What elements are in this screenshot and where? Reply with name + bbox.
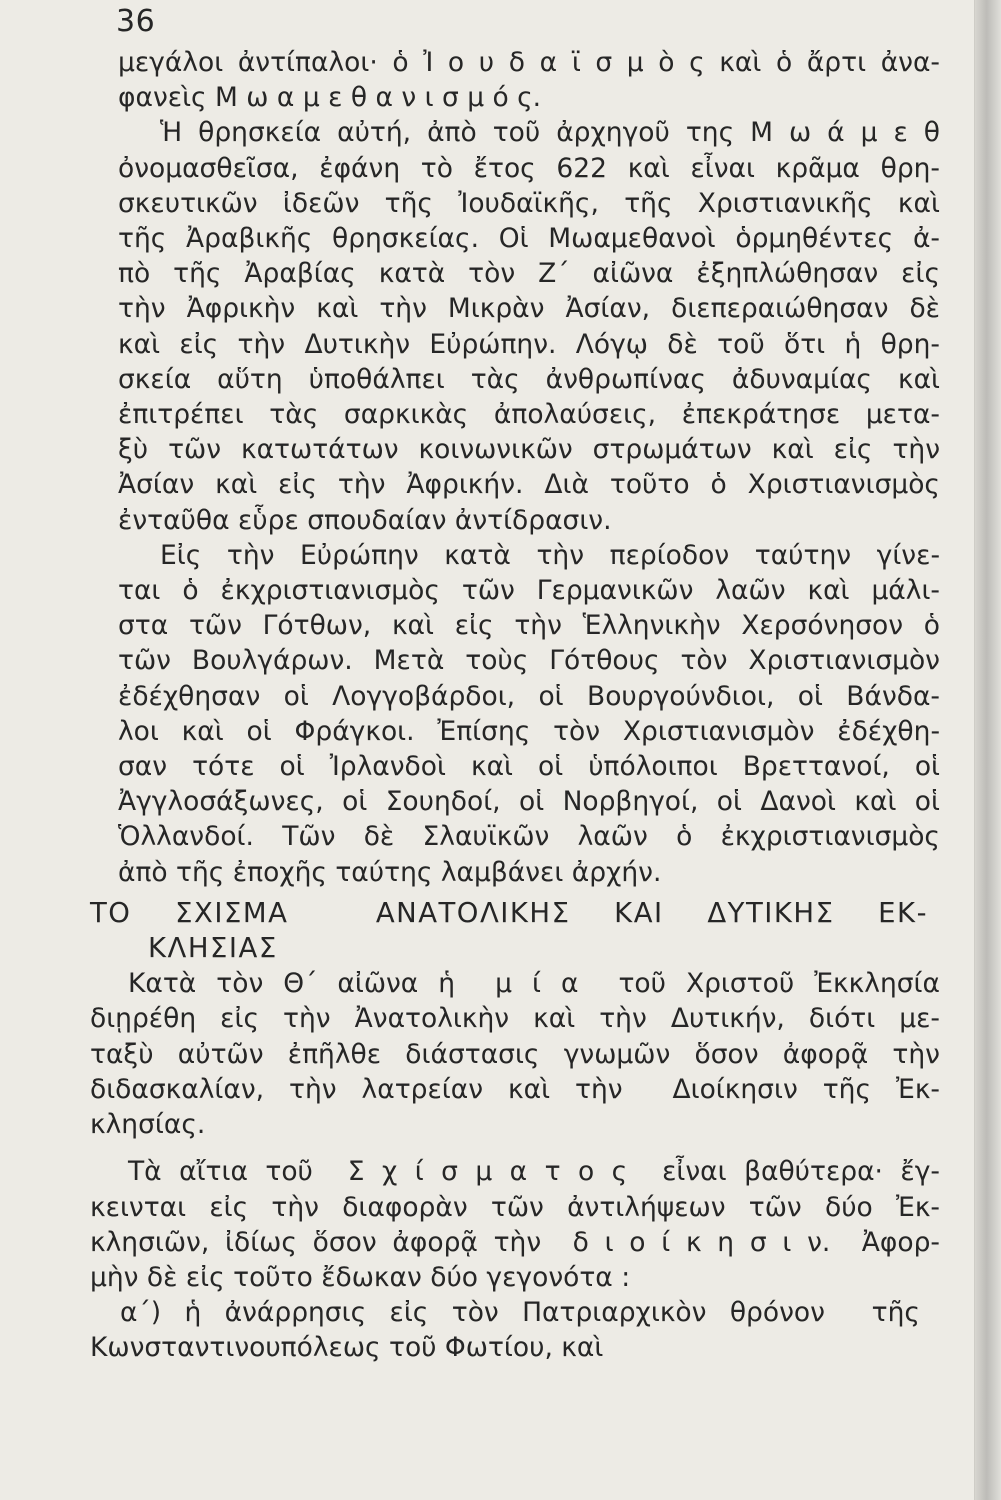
text-line: κλησίας. xyxy=(90,1109,206,1141)
paragraph-2 xyxy=(90,115,940,537)
text-line: τὴν Ἀφρικὴν καὶ τὴν Μικρὰν Ἀσίαν, διεπεραιώθησαν δὲ xyxy=(118,293,940,325)
text-line: Ἡ θρησκεία αὐτή, ἀπὸ τοῦ ἀρχηγοῦ της Μ ω ά μ ε θ xyxy=(160,117,940,149)
text-line: σαν τότε οἱ Ἰρλανδοὶ καὶ οἱ ὑπόλοιποι Βρεττανοί, οἱ xyxy=(118,751,940,783)
text-line: ἀπὸ τῆς ἐποχῆς ταύτης λαμβάνει ἀρχήν. xyxy=(118,856,662,888)
text-line: διῃρέθη εἰς τὴν Ἀνατολικὴν καὶ τὴν Δυτικήν, διότι με- xyxy=(90,1003,940,1035)
text-line: ἐπιτρέπει τὰς σαρκικὰς ἀπολαύσεις, ἐπεκράτησε μετα- xyxy=(118,399,940,431)
page-number: 36 xyxy=(116,4,156,39)
text-line: μεγάλοι ἀντίπαλοι· ὁ Ἰ ο υ δ α ϊ σ μ ὸ ς καὶ ὁ ἄρτι ἀνα- xyxy=(118,47,940,78)
text-line: Κατὰ τὸν Θ΄ αἰῶνα ἡ μ ί α τοῦ Χριστοῦ Ἐκκλησία xyxy=(128,968,940,1000)
text-line: ταξὺ αὐτῶν ἐπῆλθε διάστασις γνωμῶν ὅσον ἀφορᾷ τὴν xyxy=(90,1038,940,1070)
paragraph-5 xyxy=(90,1154,940,1295)
paragraph-1 xyxy=(90,45,940,115)
heading-line: ΚΛΗΣΙΑΣ xyxy=(148,932,278,965)
heading-line: ΤΟ ΣΧΙΣΜΑ ΑΝΑΤΟΛΙΚΗΣ ΚΑΙ ΔΥΤΙΚΗΣ ΕΚ- xyxy=(90,896,928,929)
text-line: Ἀγγλοσάξωνες, οἱ Σουηδοί, οἱ Νορβηγοί, οἱ Δανοὶ καὶ οἱ xyxy=(118,786,940,818)
text-line: ται ὁ ἐκχριστιανισμὸς τῶν Γερμανικῶν λαῶν καὶ μάλι- xyxy=(118,575,940,607)
page-edge-binding xyxy=(974,0,1001,1500)
paragraph-3 xyxy=(90,538,940,890)
page-text xyxy=(90,45,940,1366)
text-line: ἐνταῦθα εὗρε σπουδαίαν ἀντίδρασιν. xyxy=(118,504,612,536)
section-heading xyxy=(90,896,940,966)
text-line: Ὁλλανδοί. Τῶν δὲ Σλαυϊκῶν λαῶν ὁ ἐκχριστιανισμὸς xyxy=(118,821,940,853)
text-line: στα τῶν Γότθων, καὶ εἰς τὴν Ἑλληνικὴν Χερσόνησον ὁ xyxy=(118,610,940,642)
text-line: διδασκαλίαν, τὴν λατρείαν καὶ τὴν Διοίκησιν τῆς Ἐκ- xyxy=(90,1073,940,1105)
paragraph-4 xyxy=(90,966,940,1142)
text-line: μὴν δὲ εἰς τοῦτο ἔδωκαν δύο γεγονότα : xyxy=(90,1261,631,1293)
text-line: τῶν Βουλγάρων. Μετὰ τοὺς Γότθους τὸν Χριστιανισμὸν xyxy=(118,645,940,677)
text-line: Ἀσίαν καὶ εἰς τὴν Ἀφρικήν. Διὰ τοῦτο ὁ Χριστιανισμὸς xyxy=(118,469,940,501)
text-line: α΄) ἡ ἀνάρρησις εἰς τὸν Πατριαρχικὸν θρόνον τῆς xyxy=(120,1297,920,1329)
text-line: ὀνομασθεῖσα, ἐφάνη τὸ ἔτος 622 καὶ εἶναι κρᾶμα θρη- xyxy=(118,152,940,184)
text-line: ξὺ τῶν κατωτάτων κοινωνικῶν στρωμάτων καὶ εἰς τὴν xyxy=(118,434,940,466)
text-line: Εἰς τὴν Εὐρώπην κατὰ τὴν περίοδον ταύτην γίνε- xyxy=(160,539,940,571)
text-line: ἐδέχθησαν οἱ Λογγοβάρδοι, οἱ Βουργούνδιοι, οἱ Βάνδα- xyxy=(118,680,940,712)
text-line: λοι καὶ οἱ Φράγκοι. Ἐπίσης τὸν Χριστιανισμὸν ἐδέχθη- xyxy=(118,715,940,747)
text-line: σκευτικῶν ἰδεῶν τῆς Ἰουδαϊκῆς, τῆς Χριστιανικῆς καὶ xyxy=(118,187,940,219)
text-line: Κωνσταντινουπόλεως τοῦ Φωτίου, καὶ xyxy=(90,1332,604,1364)
text-line: κεινται εἰς τὴν διαφορὰν τῶν ἀντιλήψεων τῶν δύο Ἐκ- xyxy=(90,1191,940,1223)
text-line: καὶ εἰς τὴν Δυτικὴν Εὐρώπην. Λόγῳ δὲ τοῦ ὅτι ἡ θρη- xyxy=(118,328,940,360)
text-line: κλησιῶν, ἰδίως ὅσον ἀφορᾷ τὴν δ ι ο ί κ η σ ι ν. Ἀφορ- xyxy=(90,1226,940,1258)
paragraph-6 xyxy=(90,1295,940,1365)
text-line: Τὰ αἴτια τοῦ Σ χ ί σ μ α τ ο ς εἶναι βαθύτερα· ἔγ- xyxy=(128,1156,940,1188)
text-line: σκεία αὕτη ὑποθάλπει τὰς ἀνθρωπίνας ἀδυναμίας καὶ xyxy=(118,363,940,395)
text-line: τῆς Ἀραβικῆς θρησκείας. Οἱ Μωαμεθανοὶ ὁρμηθέντες ἀ- xyxy=(118,223,940,255)
text-line: πὸ τῆς Ἀραβίας κατὰ τὸν Ζ΄ αἰῶνα ἐξηπλώθησαν εἰς xyxy=(118,258,940,290)
text-line: φανεὶς Μ ω α μ ε θ α ν ι σ μ ό ς. xyxy=(118,82,542,114)
